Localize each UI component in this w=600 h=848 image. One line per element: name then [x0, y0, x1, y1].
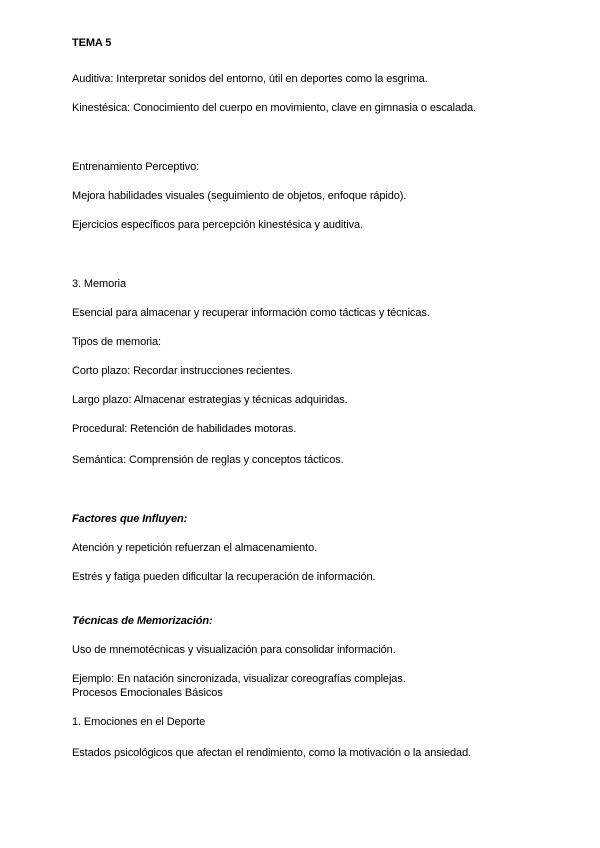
- text-estres: Estrés y fatiga pueden dificultar la recuperación de información.: [72, 571, 376, 583]
- text-procedural: Procedural: Retención de habilidades motoras.: [72, 423, 297, 435]
- text-semantica: Semántica: Comprensión de reglas y conceptos tácticos.: [72, 454, 344, 466]
- text-esencial: Esencial para almacenar y recuperar información como tácticas y técnicas.: [72, 307, 430, 319]
- text-tipos-memoria: Tipos de memoria:: [72, 336, 161, 348]
- text-estados: Estados psicológicos que afectan el rendimiento, como la motivación o la ansiedad.: [72, 747, 472, 759]
- text-uso-mnemotecnicas: Uso de mnemotécnicas y visualización para consolidar información.: [72, 644, 396, 656]
- text-largo-plazo: Largo plazo: Almacenar estrategias y técnicas adquiridas.: [72, 394, 348, 406]
- section-heading-emociones: 1. Emociones en el Deporte: [72, 716, 206, 728]
- text-corto-plazo: Corto plazo: Recordar instrucciones recientes.: [72, 365, 294, 377]
- subheading-factores: Factores que Influyen:: [72, 513, 188, 525]
- text-atencion: Atención y repetición refuerzan el almacenamiento.: [72, 542, 318, 554]
- text-auditiva: Auditiva: Interpretar sonidos del entorno, útil en deportes como la esgrima.: [72, 73, 428, 85]
- text-kinestesica: Kinestésica: Conocimiento del cuerpo en movimiento, clave en gimnasia o escalada.: [72, 102, 477, 114]
- text-ejercicios: Ejercicios específicos para percepción kinestésica y auditiva.: [72, 219, 363, 231]
- text-mejora-habilidades: Mejora habilidades visuales (seguimiento de objetos, enfoque rápido).: [72, 190, 407, 202]
- text-entrenamiento-perceptivo: Entrenamiento Perceptivo:: [72, 161, 200, 173]
- subheading-tecnicas: Técnicas de Memorización:: [72, 615, 213, 627]
- section-heading-procesos: Procesos Emocionales Básicos: [72, 687, 223, 699]
- section-heading-memoria: 3. Memoria: [72, 278, 127, 290]
- text-ejemplo: Ejemplo: En natación sincronizada, visualizar coreografías complejas.: [72, 673, 406, 685]
- page-title: TEMA 5: [72, 37, 112, 49]
